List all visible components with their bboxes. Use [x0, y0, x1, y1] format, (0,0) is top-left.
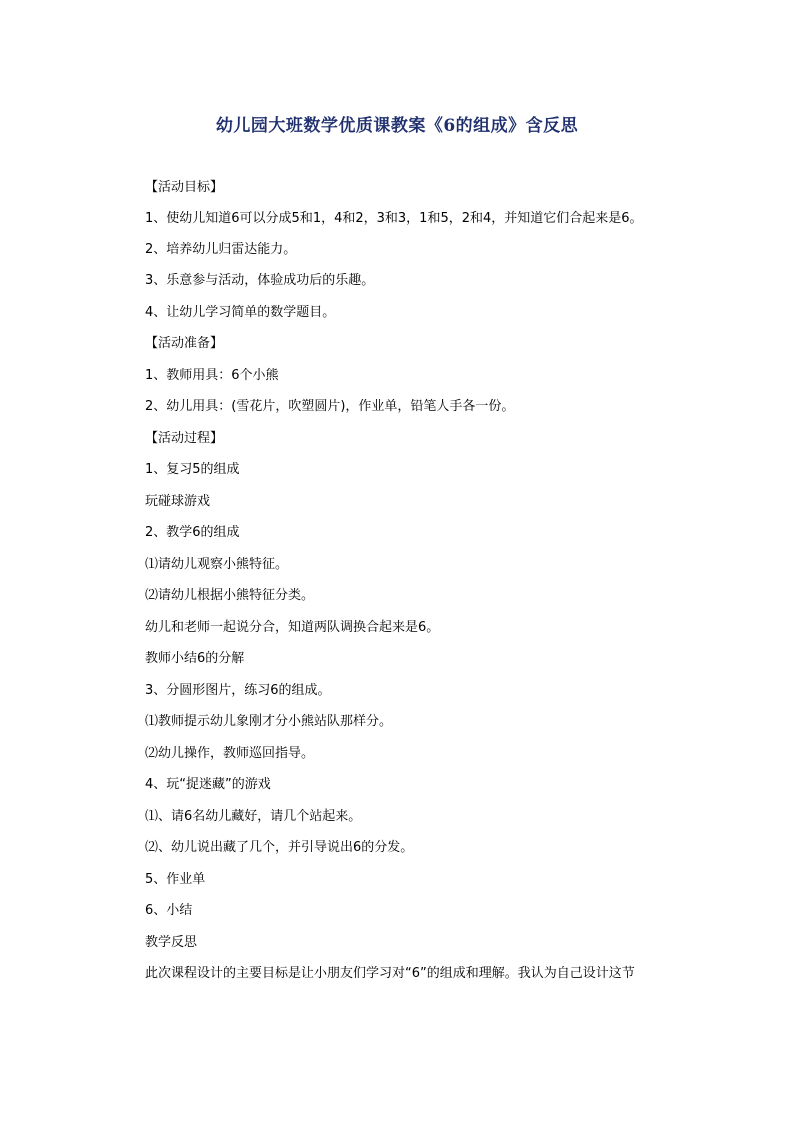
process-step-2: 2、教学6的组成: [145, 525, 240, 540]
objective-3: 3、乐意参与活动，体验成功后的乐趣。: [145, 273, 375, 288]
objective-4: 4、让幼儿学习简单的数学题目。: [145, 304, 336, 320]
process-text: 教师小结6的分解: [145, 651, 245, 666]
process-text: ⑴请幼儿观察小熊特征。: [145, 556, 289, 572]
document-body: [117, 172, 679, 990]
process-step-4: 4、玩“捉迷藏”的游戏: [145, 777, 271, 792]
process-text: ⑵、幼儿说出藏了几个，并引导说出6的分发。: [145, 840, 414, 855]
objective-1: 1、使幼儿知道6可以分成5和1，4和2，3和3，1和5，2和4，并知道它们合起来是6。: [145, 210, 643, 226]
process-step-1: 1、复习5的组成: [145, 462, 240, 477]
heading-objectives: 【活动目标】: [145, 180, 224, 195]
reflection-text: 此次课程设计的主要目标是让小朋友们学习对“6”的组成和理解。我认为自己设计这节: [145, 966, 635, 981]
process-step-3: 3、分圆形图片，练习6的组成。: [145, 682, 331, 698]
heading-preparation: 【活动准备】: [145, 336, 224, 351]
process-text: ⑴、请6名幼儿藏好，请几个站起来。: [145, 808, 362, 824]
process-text: ⑵幼儿操作，教师巡回指导。: [145, 745, 315, 761]
process-step-6: 6、小结: [145, 903, 193, 918]
process-text: 幼儿和老师一起说分合，知道两队调换合起来是6。: [145, 619, 440, 635]
preparation-1: 1、教师用具：6个小熊: [145, 367, 279, 383]
preparation-2: 2、幼儿用具：(雪花片，吹塑圆片)，作业单，铅笔人手各一份。: [145, 399, 515, 414]
process-text: ⑴教师提示幼儿象刚才分小熊站队那样分。: [145, 714, 393, 729]
process-step-5: 5、作业单: [145, 871, 206, 887]
heading-reflection: 教学反思: [145, 934, 198, 950]
process-text: 玩碰球游戏: [145, 493, 211, 509]
process-text: ⑵请幼儿根据小熊特征分类。: [145, 588, 315, 603]
objective-2: 2、培养幼儿归雷达能力。: [145, 241, 297, 257]
heading-process: 【活动过程】: [145, 430, 224, 446]
document-title: 幼儿园大班数学优质课教案《6的组成》含反思: [215, 116, 579, 136]
